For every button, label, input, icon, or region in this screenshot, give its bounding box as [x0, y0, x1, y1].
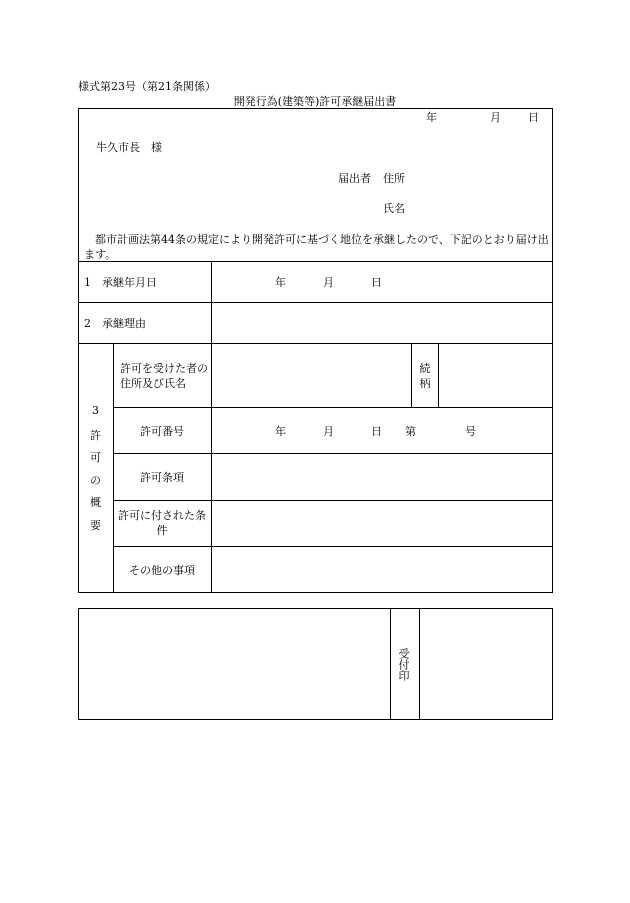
row-divider [113, 453, 553, 454]
column-divider [438, 343, 439, 407]
statement-text: 都市計画法第44条の規定により開発許可に基づく地位を承継したので、下記のとおり届け出ます。 [84, 233, 549, 261]
date-day: 日 [528, 111, 539, 124]
row-divider [113, 407, 553, 408]
row-divider [113, 546, 553, 547]
permit-terms-label: 許可条項 [140, 471, 184, 484]
permit-year: 年 [275, 425, 286, 438]
reception-divider [419, 608, 420, 720]
permit-section-title-char: 概 [90, 496, 101, 509]
row-divider [78, 261, 553, 262]
date-year: 年 [426, 111, 437, 124]
notifier-label: 届出者 [338, 172, 371, 185]
conditions-label: 許可に付された条件 [118, 509, 206, 537]
succession-year: 年 [275, 276, 286, 289]
succession-reason-label: 2 承継理由 [84, 317, 146, 330]
reception-box [78, 608, 553, 720]
holder-label: 許可を受けた者の住所及び氏名 [120, 362, 208, 390]
column-divider [211, 261, 212, 593]
reception-stamp-label: 受付印 [397, 648, 410, 681]
form-number: 様式第23号（第21条関係） [78, 80, 216, 93]
permit-day: 日 [371, 425, 382, 438]
date-month: 月 [490, 111, 501, 124]
permit-section-title-char: 許 [90, 429, 101, 442]
row-divider [113, 500, 553, 501]
form-title: 開発行為(建築等)許可承継届出書 [233, 95, 397, 108]
addressee: 牛久市長 様 [96, 141, 162, 154]
succession-month: 月 [323, 276, 334, 289]
relation-label: 続柄 [419, 362, 431, 390]
permit-month: 月 [323, 425, 334, 438]
other-matters-label: その他の事項 [129, 564, 195, 577]
permit-section-title-char: の [90, 474, 101, 487]
row-divider [78, 302, 553, 303]
permit-section-title-char: 可 [90, 451, 101, 464]
reception-divider [390, 608, 391, 720]
permit-section-number: 3 [92, 404, 99, 417]
permit-no-suffix: 号 [465, 425, 476, 438]
permit-section-title-char: 要 [90, 519, 101, 532]
permit-no-prefix: 第 [405, 425, 416, 438]
succession-day: 日 [371, 276, 382, 289]
permit-number-label: 許可番号 [140, 425, 184, 438]
notifier-address-label: 住所 [383, 172, 405, 185]
row-divider [78, 343, 553, 344]
succession-date-label: 1 承継年月日 [84, 276, 157, 289]
notifier-name-label: 氏名 [383, 202, 405, 215]
column-divider [113, 343, 114, 593]
column-divider [411, 343, 412, 407]
